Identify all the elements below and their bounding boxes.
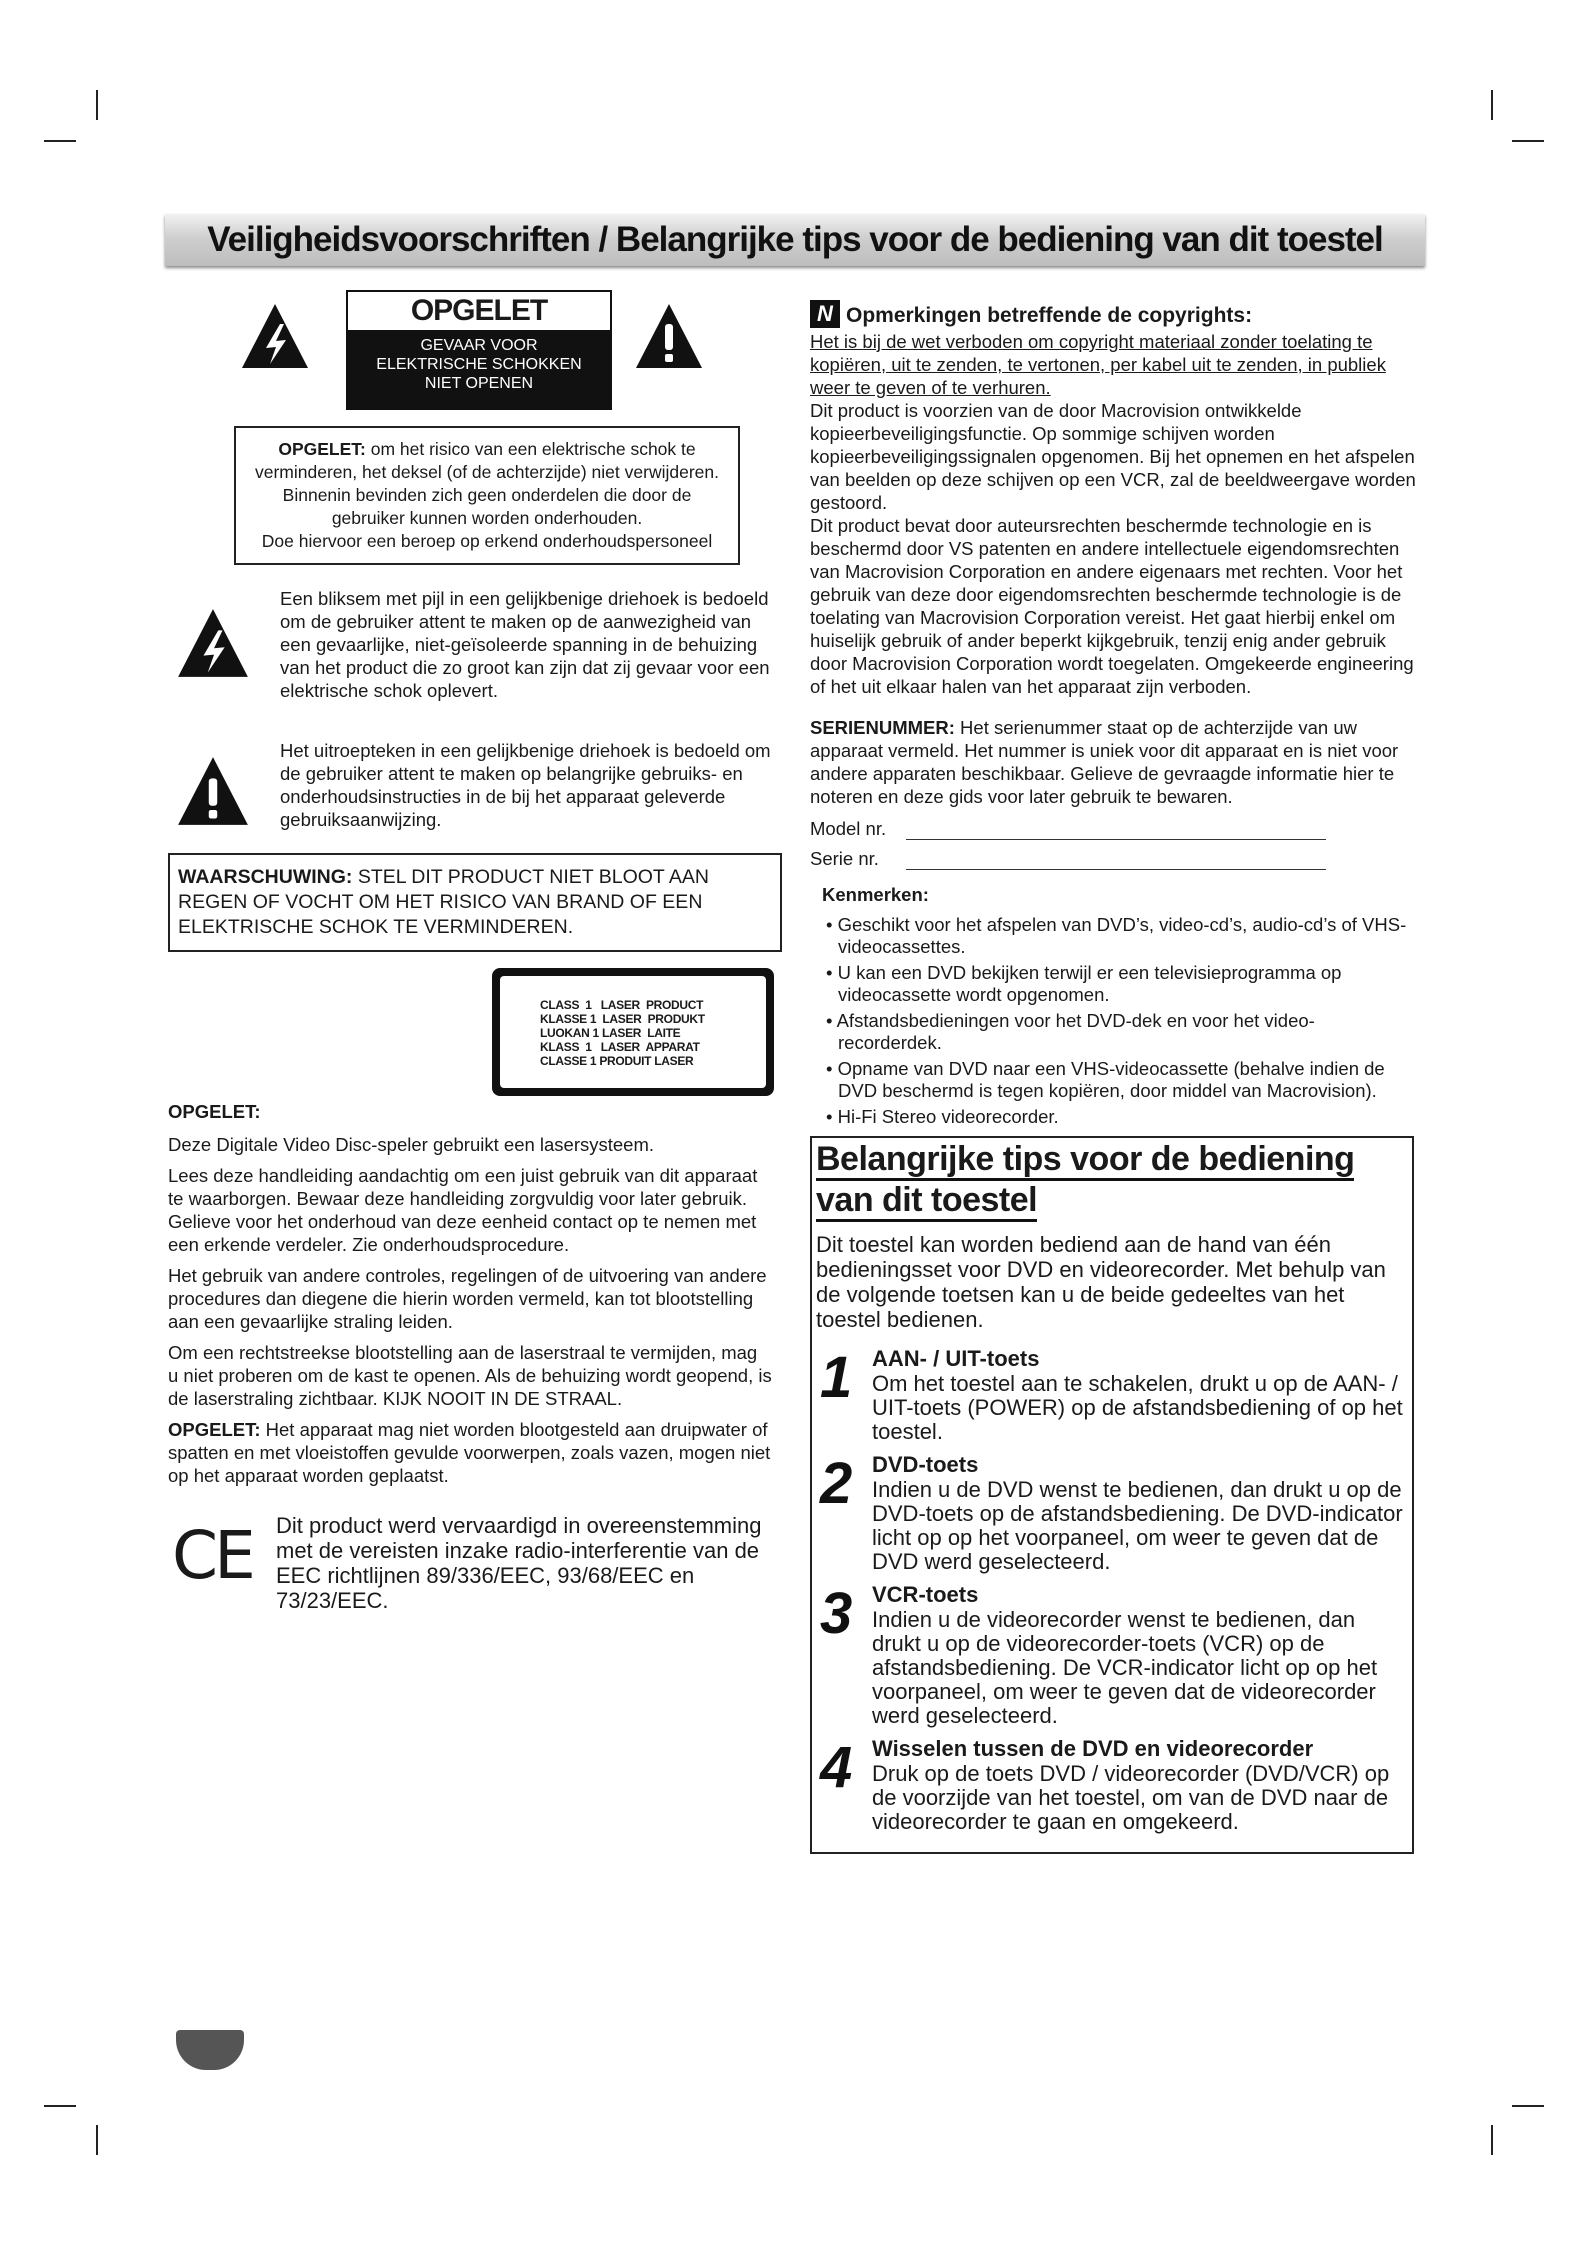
features-heading: Kenmerken: [822,884,929,905]
crop-mark [44,2105,76,2107]
lightning-triangle-icon [240,302,310,370]
page-title: Veiligheidsvoorschriften / Belangrijke tips voor de bediening van dit toestel [207,220,1383,259]
step-body: Druk op de toets DVD / videorecorder (DVD/VCR) op de voorzijde van het toestel, om van de DVD naar de videorecorder te gaan en omgekeerd. [872,1761,1390,1834]
serie-label: Serie nr. [810,848,879,869]
laser-label-line: CLASSE 1 PRODUIT LASER [540,1054,694,1068]
paragraph [168,1418,772,1487]
step-title: DVD-toets [872,1452,979,1477]
tips-title [812,1138,1412,1222]
title-banner [165,214,1425,266]
laser-label-line: CLASS 1 LASER PRODUCT [540,998,704,1012]
step-title: VCR-toets [872,1582,979,1607]
paragraph: Om een rechtstreekse blootstelling aan de laserstraal te vermijden, mag u niet proberen om de kast te openen. Als de behuizing wordt geopend, is de laserstraling zichtbaar. KIJK NOOIT IN DE STRAAL. [168,1342,772,1409]
serie-line[interactable] [906,851,1326,870]
copyright-heading-row [810,300,1422,330]
laser-section [168,1100,772,1487]
serial-lead: SERIENUMMER: [810,717,955,738]
crop-mark [1491,90,1493,120]
ce-section [168,1513,780,1633]
crop-mark [1491,2125,1493,2155]
feature-item: • U kan een DVD bekijken terwijl er een televisieprogramma op videocassette wordt opgenomen. [826,962,1342,1005]
tips-title-line: van dit toestel [816,1181,1037,1222]
exclamation-triangle-icon [176,755,250,827]
crop-mark [44,140,76,142]
opgelet-label [346,290,612,410]
label-line: GEVAAR VOOR [420,337,538,354]
opgelet-label-title: OPGELET [348,292,610,330]
model-field[interactable] [810,814,1422,840]
step-title: Wisselen tussen de DVD en videorecorder [872,1736,1314,1761]
steps-list [812,1346,1412,1834]
caution-box [234,426,740,565]
step-body: Om het toestel aan te schakelen, drukt u op de AAN- / UIT-toets (POWER) op de afstandsbediening of op het toestel. [872,1371,1403,1444]
warning-box [168,853,782,952]
tips-intro: Dit toestel kan worden bediend aan de hand van één bedieningsset voor DVD en videorecorder. Met behulp van de volgende toetsen kan u de beide gedeeltes van het toestel bedienen. [816,1232,1386,1332]
serial-paragraph [810,716,1422,808]
step-body: Indien u de DVD wenst te bedienen, dan drukt u op de DVD-toets op de afstandsbediening. De DVD-indicator licht op op het voorpaneel, om weer te geven dat de DVD werd geselecteerd. [872,1477,1403,1574]
paragraph-text: Het apparaat mag niet worden blootgesteld aan druipwater of spatten en met vloeistoffen gevulde voorwerpen, zoals vazen, mogen niet op het apparaat worden geplaatst. [168,1419,771,1486]
right-column [810,300,1422,1854]
lightning-triangle-icon [176,607,250,679]
caution-text: Binnenin bevinden zich geen onderdelen die door de gebruiker kunnen worden onderhouden. [282,485,692,528]
laser-label-line: KLASSE 1 LASER PRODUKT [540,1012,705,1026]
feature-item: • Afstandsbedieningen voor het DVD-dek en voor het video-recorderdek. [826,1010,1315,1053]
page-tab [176,2030,244,2070]
label-line: ELEKTRISCHE SCHOKKEN [376,356,582,373]
step-number: 3 [820,1581,853,1646]
crop-mark [1512,2105,1544,2107]
feature-item: • Hi-Fi Stereo videorecorder. [826,1106,1059,1127]
paragraph: Lees deze handleiding aandachtig om een juist gebruik van dit apparaat te waarborgen. Bewaar deze handleiding zorgvuldig voor later gebruik. Gelieve voor het onderhoud van deze eenheid contact op te nemen met een erkende verdeler. Zie onderhoudsprocedure. [168,1165,758,1255]
label-line: NIET OPENEN [424,375,534,392]
step-body: Indien u de videorecorder wenst te bedienen, dan drukt u op de videorecorder-toets (VCR) op de afstandsbediening. De VCR-indicator licht op op het voorpaneel, om weer te geven dat de videorecorder werd geselecteerd. [872,1607,1378,1728]
note-icon: N [810,300,840,328]
lightning-explanation [168,587,780,729]
step-item [820,1582,1404,1728]
features-section [822,884,1414,1128]
step-item [820,1452,1404,1574]
copyright-notice: Het is bij de wet verboden om copyright materiaal zonder toelating te kopiëren, uit te zenden, te vertonen, per kabel uit te zenden, in publiek weer te geven of te verhuren. [810,331,1386,398]
laser-label [492,968,774,1096]
caution-text: om het risico van een elektrische schok te verminderen, het deksel (of de achterzijde) niet verwijderen. [255,439,719,482]
copyright-heading: Opmerkingen betreffende de copyrights: [846,304,1253,327]
model-label: Model nr. [810,818,887,839]
copyright-section [810,330,1422,698]
paragraph-lead: OPGELET: [168,1419,261,1440]
ce-mark-logo: CE [172,1517,252,1594]
model-line[interactable] [906,821,1326,840]
exclamation-text: Het uitroepteken in een gelijkbenige driehoek is bedoeld om de gebruiker attent te maken op belangrijke gebruiks- en onderhoudsinstructies in de bij het apparaat geleverde gebruiksaanwijzing. [280,740,771,830]
caution-text: Doe hiervoor een beroep op erkend onderhoudspersoneel [261,531,713,551]
left-column [168,288,780,1633]
step-number: 4 [820,1735,853,1800]
warning-text: STEL DIT PRODUCT NIET BLOOT AAN REGEN OF VOCHT OM HET RISICO VAN BRAND OF EEN ELEKTRISCHE SCHOK TE VERMINDEREN. [178,866,709,938]
tips-title-line: Belangrijke tips voor de bediening [816,1140,1354,1181]
ce-text: Dit product werd vervaardigd in overeenstemming met de vereisten inzake radio-interferentie van de EEC richtlijnen 89/336/EEC, 93/68/EEC en 73/23/EEC. [276,1513,762,1613]
serial-text: Het serienummer staat op de achterzijde van uw apparaat vermeld. Het nummer is uniek voor dit apparaat en is niet voor andere apparaten beschikbaar. Gelieve de gevraagde informatie hier te noteren en deze gids voor later gebruik te bewaren. [810,717,1399,807]
copyright-paragraph: Dit product is voorzien van de door Macrovision ontwikkelde kopieerbeveiligingsfunctie. Op sommige schijven worden kopieerbeveiligingssignalen opgenomen. Bij het opnemen en het afspelen van beelden op deze schijven op een VCR, zal de beeldweergave worden gestoord. [810,400,1416,513]
paragraph: Het gebruik van andere controles, regelingen of de uitvoering van andere procedures dan diegene die hierin worden vermeld, kan tot blootstelling aan een gevaarlijke straling leiden. [168,1265,767,1332]
laser-label-line: LUOKAN 1 LASER LAITE [540,1026,681,1040]
crop-mark [96,2125,98,2155]
exclamation-triangle-icon [634,302,704,370]
opgelet-label-body [348,330,610,408]
opgelet-heading: OPGELET: [168,1101,261,1122]
step-title: AAN- / UIT-toets [872,1346,1040,1371]
step-item [820,1346,1404,1444]
serie-field[interactable] [810,840,1422,870]
feature-item: • Opname van DVD naar een VHS-videocassette (behalve indien de DVD beschermd is tegen kopiëren, door middel van Macrovision). [826,1058,1385,1101]
step-item [820,1736,1404,1834]
exclamation-explanation [168,739,780,839]
feature-item: • Geschikt voor het afspelen van DVD’s, video-cd’s, audio-cd’s of VHS-videocassettes. [826,914,1407,957]
laser-label-inner [500,976,766,1088]
crop-mark [1512,140,1544,142]
paragraph: Deze Digitale Video Disc-speler gebruikt een lasersysteem. [168,1134,655,1155]
laser-label-line: KLASS 1 LASER APPARAT [540,1040,700,1054]
warning-label-row [168,288,780,408]
serial-section [810,716,1422,870]
step-number: 1 [820,1345,853,1410]
warning-lead: WAARSCHUWING: [178,866,353,888]
lightning-text: Een bliksem met pijl in een gelijkbenige driehoek is bedoeld om de gebruiker attent te maken op de aanwezigheid van een gevaarlijke, niet-geïsoleerde spanning in de behuizing van het product die zo groot kan zijn dat zij gevaar voor een elektrische schok oplevert. [280,588,770,701]
caution-lead: OPGELET: [278,439,366,459]
step-number: 2 [820,1451,853,1516]
copyright-paragraph: Dit product bevat door auteursrechten beschermde technologie en is beschermd door VS patenten en andere intellectuele eigendomsrechten van Macrovision Corporation en andere eigenaars met rechten. Voor het gebruik van deze door eigendomsrechten beschermde technologie is de toelating van Macrovision Corporation vereist. Het gaat hierbij enkel om huiselijk gebruik of ander beperkt kijkgebruik, tenzij enig ander gebruik door Macrovision Corporation wordt toegelaten. Omgekeerde engineering of het uit elkaar halen van het apparaat zijn verboden. [810,515,1414,697]
tips-box [810,1136,1414,1854]
crop-mark [96,90,98,120]
